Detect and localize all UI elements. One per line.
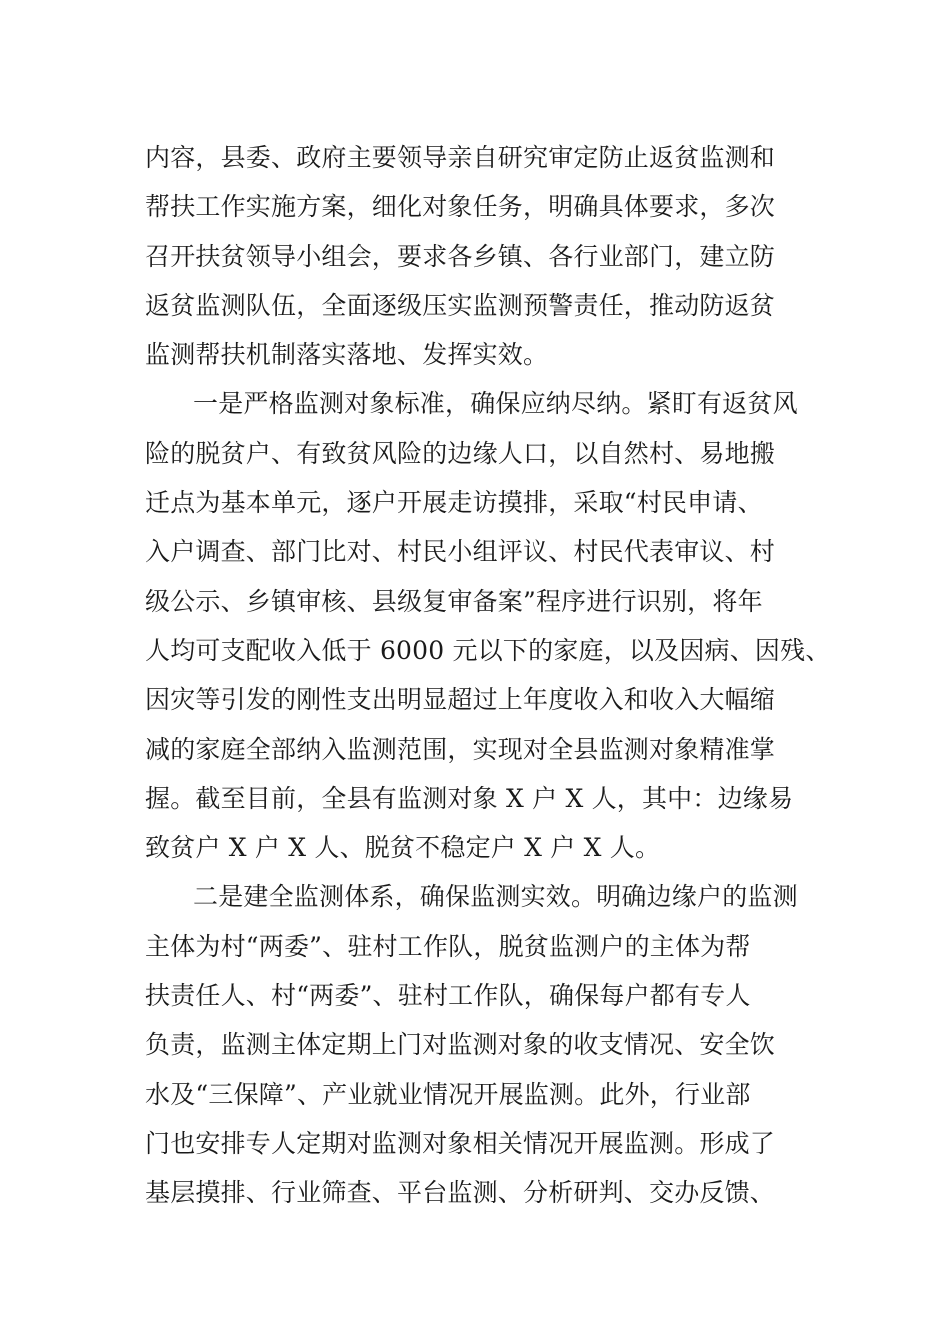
text-line: 减的家庭全部纳入监测范围，实现对全县监测对象精准掌 <box>145 734 776 764</box>
paragraph-heading-line: 一是严格监测对象标准，确保应纳尽纳。紧盯有返贫风 <box>193 389 798 419</box>
text-line: 内容，县委、政府主要领导亲自研究审定防止返贫监测和 <box>145 143 776 172</box>
body-text <box>145 133 831 1218</box>
text-line: 致贫户 X 户 X 人、脱贫不稳定户 X 户 X 人。 <box>145 833 661 863</box>
text-line: 握。截至目前，全县有监测对象 X 户 X 人，其中：边缘易 <box>145 783 794 813</box>
text-line: 扶责任人、村“两委”、驻村工作队，确保每户都有专人 <box>145 981 751 1011</box>
paragraph-heading-line: 二是建全监测体系，确保监测实效。明确边缘户的监测 <box>193 882 798 912</box>
text-line: 基层摸排、行业筛查、平台监测、分析研判、交办反馈、 <box>145 1178 776 1208</box>
text-line: 召开扶贫领导小组会，要求各乡镇、各行业部门，建立防 <box>145 241 776 271</box>
text-line: 帮扶工作实施方案，细化对象任务，明确具体要求，多次 <box>145 192 776 222</box>
text-line: 迁点为基本单元，逐户开展走访摸排，采取“村民申请、 <box>145 488 763 518</box>
text-line: 人均可支配收入低于 6000 元以下的家庭，以及因病、因残、 <box>145 635 831 665</box>
text-line: 水及“三保障”、产业就业情况开展监测。此外，行业部 <box>145 1079 751 1109</box>
text-line: 级公示、乡镇审核、县级复审备案”程序进行识别，将年 <box>145 586 763 616</box>
text-line: 返贫监测队伍，全面逐级压实监测预警责任，推动防返贫 <box>145 290 776 320</box>
text-line: 入户调查、部门比对、村民小组评议、村民代表审议、村 <box>145 537 776 567</box>
text-line: 监测帮扶机制落实落地、发挥实效。 <box>145 340 549 370</box>
text-line: 门也安排专人定期对监测对象相关情况开展监测。形成了 <box>145 1128 776 1158</box>
text-line: 险的脱贫户、有致贫风险的边缘人口，以自然村、易地搬 <box>145 438 776 468</box>
text-line: 因灾等引发的刚性支出明显超过上年度收入和收入大幅缩 <box>145 685 776 715</box>
text-line: 负责，监测主体定期上门对监测对象的收支情况、安全饮 <box>145 1030 776 1060</box>
text-line: 主体为村“两委”、驻村工作队，脱贫监测户的主体为帮 <box>145 931 751 961</box>
